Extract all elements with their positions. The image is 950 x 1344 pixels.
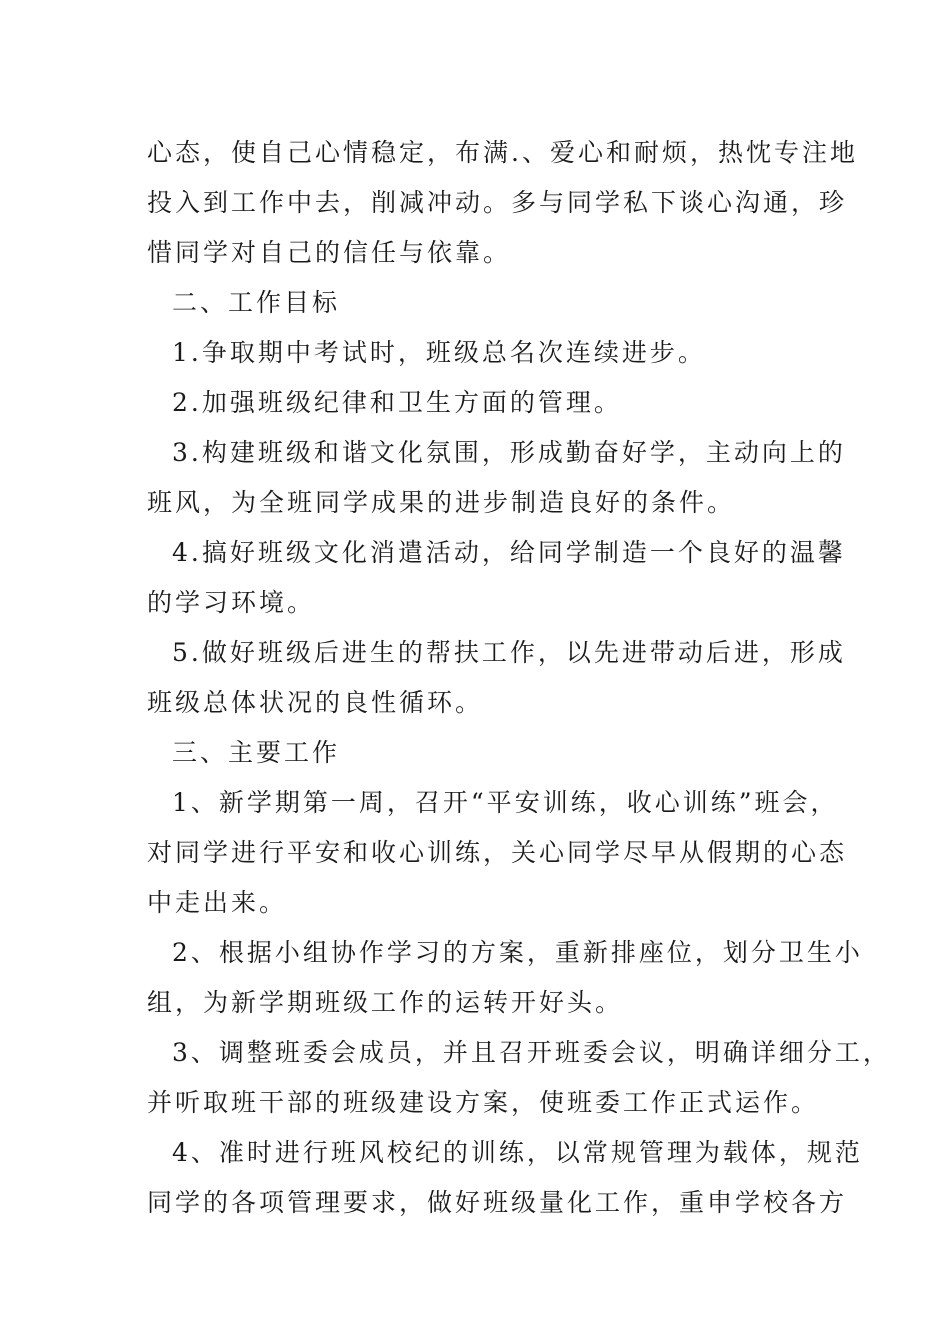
- paragraph-line: 心态，使自己心情稳定，布满.、爱心和耐烦，热忱专注地: [147, 138, 858, 167]
- paragraph-line: 投入到工作中去，削减冲动。多与同学私下谈心沟通，珍: [147, 188, 848, 217]
- list-item: 1.争取期中考试时，班级总名次连续进步。: [172, 338, 706, 367]
- section-heading-main-work: 三、主要工作: [172, 738, 341, 767]
- document-body: [147, 128, 891, 1228]
- list-item-continuation: 班级总体状况的良性循环。: [147, 688, 484, 717]
- list-item: 3.构建班级和谐文化氛围，形成勤奋好学，主动向上的: [172, 438, 846, 467]
- list-item-continuation: 班风，为全班同学成果的进步制造良好的条件。: [147, 488, 736, 517]
- section-heading-goals: 二、工作目标: [172, 288, 341, 317]
- list-item-continuation: 的学习环境。: [147, 588, 316, 617]
- list-item: 4、准时进行班风校纪的训练，以常规管理为载体，规范: [172, 1138, 863, 1167]
- list-item: 2.加强班级纪律和卫生方面的管理。: [172, 388, 622, 417]
- list-item: 4.搞好班级文化消遣活动，给同学制造一个良好的温馨: [172, 538, 846, 567]
- list-item: 5.做好班级后进生的帮扶工作，以先进带动后进，形成: [172, 638, 846, 667]
- list-item-continuation: 中走出来。: [147, 888, 288, 917]
- list-item: 2、根据小组协作学习的方案，重新排座位，划分卫生小: [172, 938, 863, 967]
- list-item-continuation: 同学的各项管理要求，做好班级量化工作，重申学校各方: [147, 1188, 848, 1217]
- list-item-continuation: 组，为新学期班级工作的运转开好头。: [147, 988, 624, 1017]
- list-item: 3、调整班委会成员，并且召开班委会议，明确详细分工，: [172, 1038, 891, 1067]
- list-item: 1、新学期第一周，召开“平安训练，收心训练”班会，: [172, 788, 839, 817]
- list-item-continuation: 并听取班干部的班级建设方案，使班委工作正式运作。: [147, 1088, 820, 1117]
- list-item-continuation: 对同学进行平安和收心训练，关心同学尽早从假期的心态: [147, 838, 848, 867]
- paragraph-line: 惜同学对自己的信任与依靠。: [147, 238, 512, 267]
